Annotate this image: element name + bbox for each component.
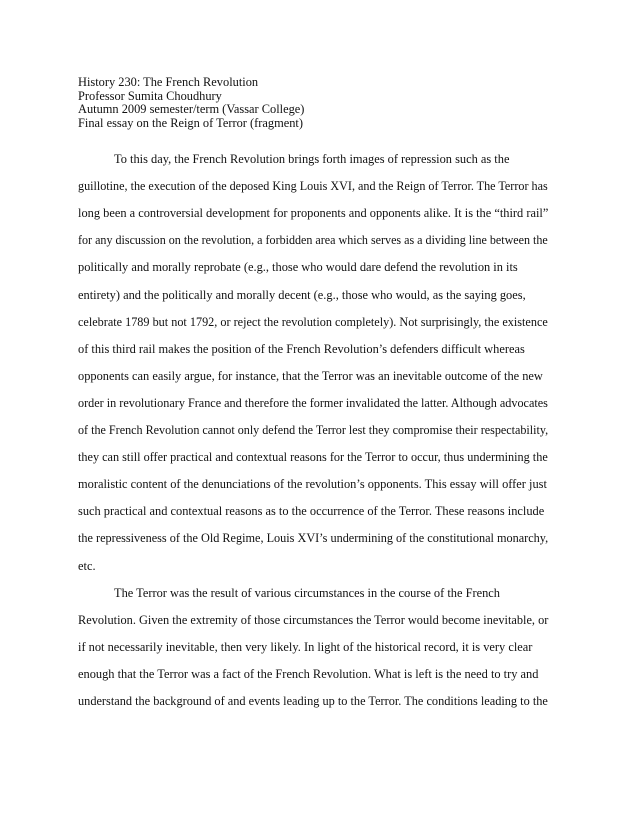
paragraph-2-line: understand the background of and events leading up to the Terror. The conditions leading to the (78, 694, 548, 708)
paragraph-1-line: they can still offer practical and contextual reasons for the Terror to occur, thus undermining the (78, 450, 548, 465)
course-title: History 230: The French Revolution (78, 75, 259, 89)
paragraph-1-line: order in revolutionary France and therefore the former invalidated the latter. Although advocates (78, 395, 548, 410)
paragraph-1-line: celebrate 1789 but not 1792, or reject the revolution completely). Not surprisingly, the existence (78, 314, 548, 329)
paragraph-1-line: the repressiveness of the Old Regime, Louis XVI’s undermining of the constitutional monarchy, (78, 531, 549, 546)
paragraph-2-line: enough that the Terror was a fact of the French Revolution. What is left is the need to try and (78, 666, 539, 681)
paragraph-1-line: entirety) and the politically and morally decent (e.g., those who would, as the saying goes, (78, 287, 526, 302)
paragraph-1-line: of the French Revolution cannot only defend the Terror lest they compromise their respectability, (78, 423, 549, 437)
paragraph-1-line: guillotine, the execution of the deposed King Louis XVI, and the Reign of Terror. The Terror has (78, 179, 548, 194)
paragraph-2-line: Revolution. Given the extremity of those circumstances the Terror would become inevitable, or (78, 612, 549, 627)
semester-info: Autumn 2009 semester/term (Vassar College) (78, 102, 305, 116)
essay-title: Final essay on the Reign of Terror (fragment) (78, 115, 303, 130)
paragraph-2-line: if not necessarily inevitable, then very likely. In light of the historical record, it is very clear (78, 639, 533, 654)
essay-header (78, 76, 304, 130)
paragraph-1-line: moralistic content of the denunciations of the revolution’s opponents. This essay will offer just (78, 477, 547, 492)
paragraph-1-line: long been a controversial development for proponents and opponents alike. It is the “third rail” (78, 206, 549, 221)
paragraph-1-line: To this day, the French Revolution brings forth images of repression such as the (114, 152, 510, 166)
paragraph-1-line: politically and morally reprobate (e.g., those who would dare defend the revolution in its (78, 260, 518, 275)
paragraph-1-line: for any discussion on the revolution, a forbidden area which serves as a dividing line between the (78, 233, 548, 248)
paragraph-1-line: such practical and contextual reasons as to the occurrence of the Terror. These reasons include (78, 504, 545, 519)
paragraph-1-line: opponents can easily argue, for instance, that the Terror was an inevitable outcome of the new (78, 368, 543, 383)
paragraph-2-line: The Terror was the result of various circumstances in the course of the French (114, 585, 500, 600)
paragraph-1-line: of this third rail makes the position of the French Revolution’s defenders difficult whereas (78, 341, 525, 356)
professor-name: Professor Sumita Choudhury (78, 88, 222, 103)
paragraph-1-line: etc. (78, 558, 96, 573)
